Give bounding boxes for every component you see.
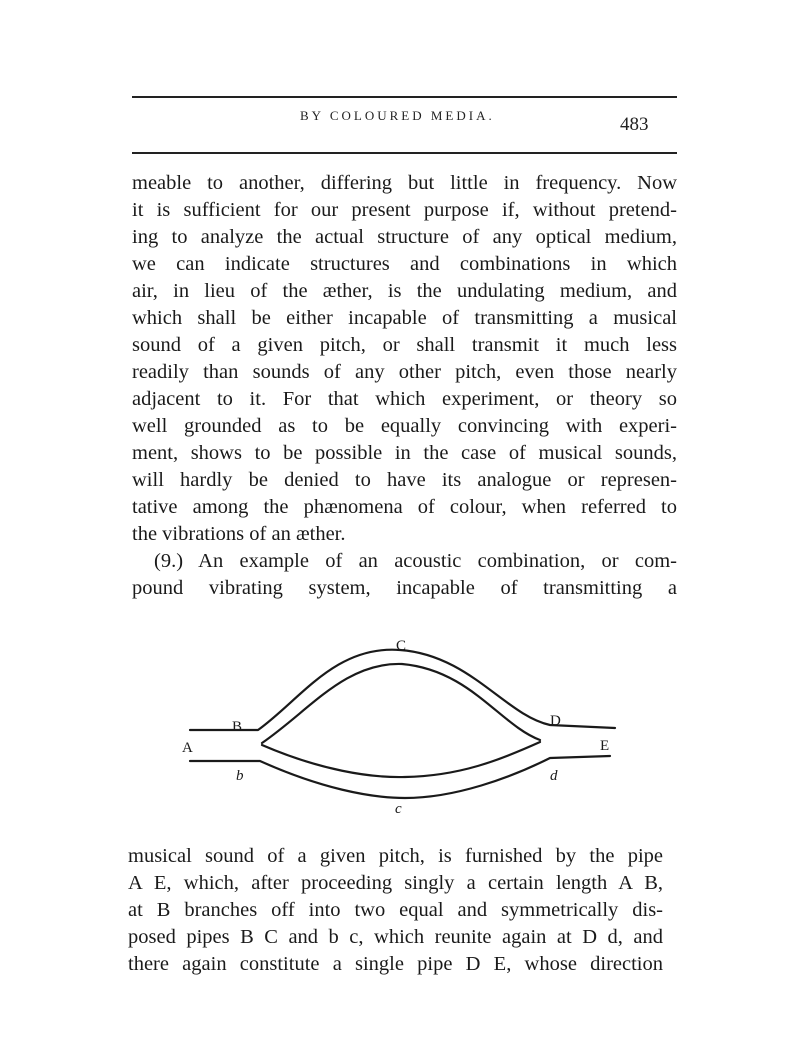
running-head: BY COLOURED MEDIA.: [300, 108, 495, 123]
pipe-diagram: [170, 630, 630, 820]
text-line: A E, which, after proceeding singly a certain length A B,: [128, 872, 663, 894]
text-line: air, in lieu of the æther, is the undulating medium, and: [132, 280, 677, 302]
text-line: which shall be either incapable of transmitting a musical: [132, 307, 677, 329]
label-C: C: [396, 638, 407, 654]
header-rule-top: [132, 96, 677, 98]
page-number: 483: [620, 114, 649, 135]
text-line: there again constitute a single pipe D E, whose direction: [128, 953, 663, 975]
pipe-upper-inner-wall: [262, 664, 540, 743]
text-line: will hardly be denied to have its analogue or represen-: [132, 469, 677, 491]
text-line: ing to analyze the actual structure of any optical medium,: [132, 226, 677, 248]
text-line: musical sound of a given pitch, is furnished by the pipe: [128, 845, 663, 867]
text-line: adjacent to it. For that which experiment, or theory so: [132, 388, 677, 410]
label-E: E: [600, 738, 610, 754]
text-line: tative among the phænomena of colour, when referred to: [132, 496, 677, 518]
header-rule-bottom: [132, 152, 677, 154]
text-line: ment, shows to be possible in the case of musical sounds,: [132, 442, 677, 464]
text-line: well grounded as to be equally convincing with experi-: [132, 415, 677, 437]
label-D: D: [550, 713, 561, 729]
label-A: A: [182, 740, 193, 756]
label-b: b: [236, 768, 244, 784]
body-paragraph-bottom: [128, 843, 663, 978]
text-line: sound of a given pitch, or shall transmit it much less: [132, 334, 677, 356]
text-line: meable to another, differing but little in frequency. Now: [132, 172, 677, 194]
label-B: B: [232, 719, 243, 735]
label-c: c: [395, 801, 402, 817]
text-line: posed pipes B C and b c, which reunite again at D d, and: [128, 926, 663, 948]
text-line: we can indicate structures and combinations in which: [132, 253, 677, 275]
body-paragraph-top: [132, 170, 677, 602]
text-line: readily than sounds of any other pitch, even those nearly: [132, 361, 677, 383]
pipe-lower-inner-wall: [262, 742, 540, 777]
text-line: at B branches off into two equal and symmetrically dis-: [128, 899, 663, 921]
text-line: the vibrations of an æther.: [132, 523, 346, 545]
text-line: pound vibrating system, incapable of transmitting a: [132, 577, 677, 599]
label-d: d: [550, 768, 558, 784]
text-line: (9.) An example of an acoustic combination, or com-: [154, 550, 677, 572]
text-line: it is sufficient for our present purpose if, without pretend-: [132, 199, 677, 221]
